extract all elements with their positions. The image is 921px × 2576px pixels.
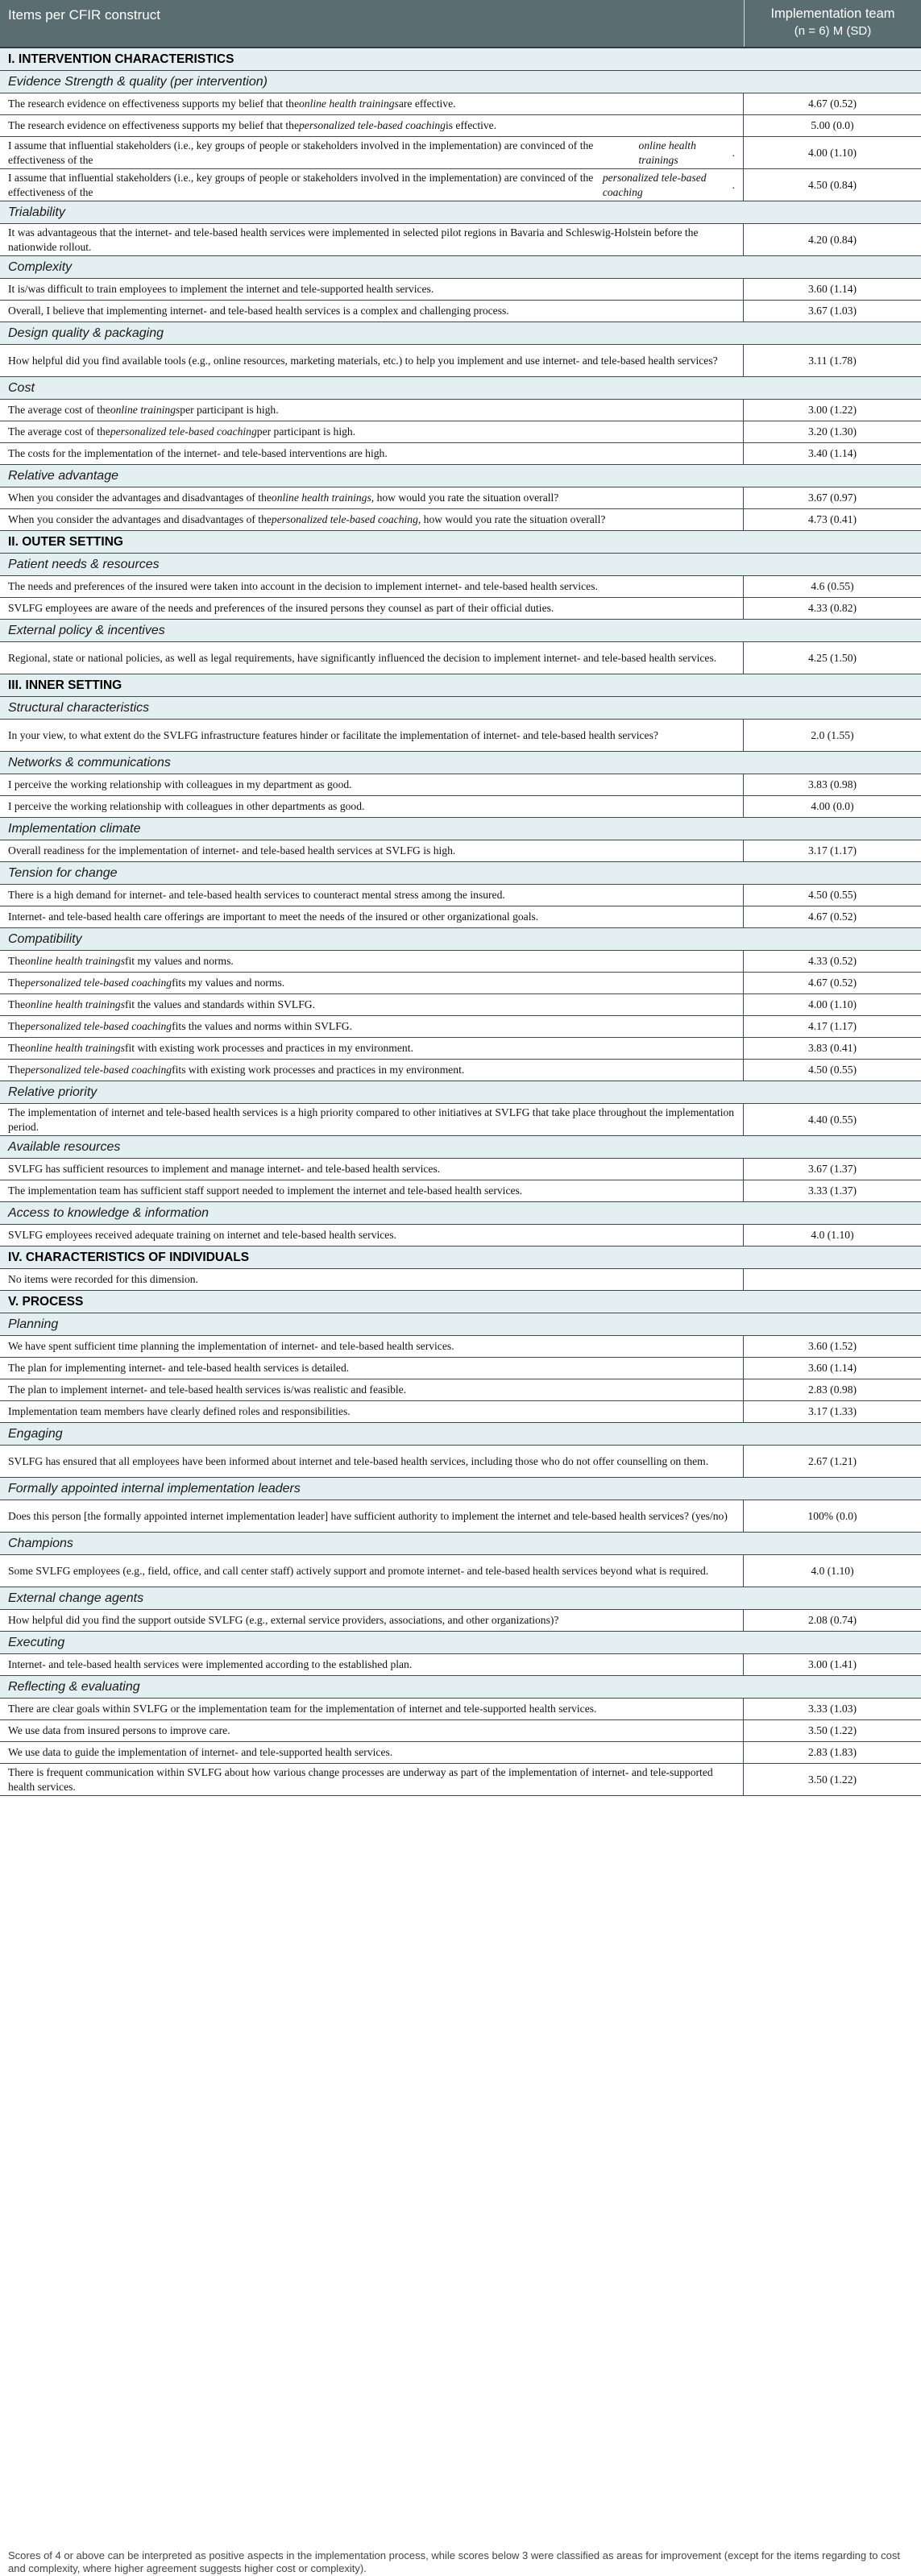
item-text: The personalized tele-based coaching fits with existing work processes and practices in my environment.	[0, 1060, 744, 1081]
item-score: 2.0 (1.55)	[811, 728, 854, 741]
item-score: 3.00 (1.22)	[807, 404, 857, 416]
item-score: 3.33 (1.37)	[807, 1184, 857, 1197]
item-score: 4.00 (1.10)	[807, 998, 857, 1010]
construct-heading: Complexity	[0, 256, 921, 279]
construct-heading: Design quality & packaging	[0, 322, 921, 345]
item-score: 4.33 (0.82)	[807, 602, 857, 614]
item-text: The personalized tele-based coaching fits my values and norms.	[0, 973, 744, 993]
item-score: 4.0 (1.10)	[811, 1564, 854, 1577]
table-header	[0, 0, 921, 48]
table-row	[0, 840, 921, 862]
item-score: 3.40 (1.14)	[807, 447, 857, 459]
item-text: We have spent sufficient time planning the implementation of internet- and tele-based health services.	[0, 1336, 744, 1357]
item-score: 4.25 (1.50)	[807, 651, 857, 664]
item-text: The online health trainings fit my values and norms.	[0, 951, 744, 972]
table-row	[0, 1401, 921, 1423]
item-text: I perceive the working relationship with colleagues in my department as good.	[0, 774, 744, 795]
item-text: I assume that influential stakeholders (i.e., key groups of people or stakeholders involved in the implementation) are convinced of the effectiveness of the personalized tele-based coaching .	[0, 169, 744, 201]
section-heading: IV. CHARACTERISTICS OF INDIVIDUALS	[0, 1247, 921, 1269]
item-score: 3.60 (1.14)	[807, 283, 857, 295]
construct-heading: Relative priority	[0, 1081, 921, 1104]
table-row	[0, 93, 921, 115]
construct-heading: Evidence Strength & quality (per intervention)	[0, 71, 921, 93]
item-score: 4.73 (0.41)	[807, 513, 857, 525]
section-heading: III. INNER SETTING	[0, 674, 921, 697]
construct-heading: Relative advantage	[0, 465, 921, 487]
construct-heading: External policy & incentives	[0, 620, 921, 642]
construct-heading: Engaging	[0, 1423, 921, 1446]
table-row	[0, 169, 921, 201]
table-row	[0, 1379, 921, 1401]
construct-heading: Access to knowledge & information	[0, 1202, 921, 1225]
construct-heading: Executing	[0, 1632, 921, 1654]
table-row	[0, 774, 921, 796]
construct-heading: Cost	[0, 377, 921, 400]
table-row	[0, 421, 921, 443]
item-score: 3.50 (1.22)	[807, 1773, 857, 1786]
item-text: The needs and preferences of the insured were taken into account in the decision to implement internet- and tele-based health services.	[0, 576, 744, 597]
table-row	[0, 796, 921, 818]
item-text: We use data from insured persons to improve care.	[0, 1720, 744, 1741]
item-text: The online health trainings fit with existing work processes and practices in my environment.	[0, 1038, 744, 1059]
table-row	[0, 137, 921, 169]
item-text: Internet- and tele-based health care offerings are important to meet the needs of the insured or other organizational goals.	[0, 906, 744, 927]
item-text: How helpful did you find available tools (e.g., online resources, marketing materials, etc.) to help you implement and use internet- and tele-based health services?	[0, 345, 744, 376]
item-score: 4.50 (0.55)	[807, 889, 857, 901]
table-row	[0, 1060, 921, 1081]
item-text: The implementation of internet and tele-based health services is a high priority compared to other initiatives at SVLFG that take place throughout the implementation period.	[0, 1104, 744, 1135]
item-text: The implementation team has sufficient staff support needed to implement the internet and tele-based health services.	[0, 1180, 744, 1201]
item-text: Implementation team members have clearly defined roles and responsibilities.	[0, 1401, 744, 1422]
item-text: There are clear goals within SVLFG or the implementation team for the implementation of internet and tele-supported health services.	[0, 1699, 744, 1719]
table-row	[0, 443, 921, 465]
header-team-subtitle: (n = 6) M (SD)	[794, 24, 872, 38]
item-text: When you consider the advantages and disadvantages of the online health trainings , how would you rate the situation overall?	[0, 487, 744, 508]
table-row	[0, 1500, 921, 1533]
table-row	[0, 642, 921, 674]
item-score: 4.40 (0.55)	[807, 1113, 857, 1126]
item-score: 2.08 (0.74)	[807, 1614, 857, 1626]
table-row	[0, 1764, 921, 1796]
item-score: 100% (0.0)	[807, 1509, 857, 1522]
item-text: The research evidence on effectiveness supports my belief that the online health trainings are effective.	[0, 93, 744, 114]
item-score: 4.6 (0.55)	[811, 580, 854, 592]
item-score: 4.33 (0.52)	[807, 955, 857, 967]
item-text: How helpful did you find the support outside SVLFG (e.g., external service providers, associations, and other organizations)?	[0, 1610, 744, 1631]
item-score: 4.50 (0.84)	[807, 178, 857, 191]
item-score: 2.83 (1.83)	[807, 1746, 857, 1758]
item-score: 3.60 (1.14)	[807, 1362, 857, 1374]
item-text: The average cost of the personalized tele-based coaching per participant is high.	[0, 421, 744, 442]
construct-heading: Available resources	[0, 1136, 921, 1159]
table-row	[0, 951, 921, 973]
item-text: SVLFG has sufficient resources to implement and manage internet- and tele-based health services.	[0, 1159, 744, 1180]
item-text: The plan to implement internet- and tele-based health services is/was realistic and feasible.	[0, 1379, 744, 1400]
item-score: 3.50 (1.22)	[807, 1724, 857, 1736]
item-score: 3.33 (1.03)	[807, 1703, 857, 1715]
table-row	[0, 1336, 921, 1358]
item-score: 3.17 (1.17)	[807, 844, 857, 857]
table-row	[0, 1610, 921, 1632]
table-row	[0, 1742, 921, 1764]
construct-heading: Tension for change	[0, 862, 921, 885]
item-score: 4.17 (1.17)	[807, 1020, 857, 1032]
table-row	[0, 1016, 921, 1038]
item-text: There is a high demand for internet- and tele-based health services to counteract mental stress among the insured.	[0, 885, 744, 906]
item-text: The research evidence on effectiveness supports my belief that the personalized tele-based coaching is effective.	[0, 115, 744, 136]
table-row	[0, 1038, 921, 1060]
table-row	[0, 1358, 921, 1379]
table-row	[0, 115, 921, 137]
item-text: The online health trainings fit the values and standards within SVLFG.	[0, 994, 744, 1015]
item-text: There is frequent communication within SVLFG about how various change processes are underway as part of the implementation of internet- and tele-supported health services.	[0, 1764, 744, 1795]
table-row	[0, 1720, 921, 1742]
construct-heading: Patient needs & resources	[0, 554, 921, 576]
header-items-column: Items per CFIR construct	[8, 7, 160, 23]
item-score: 3.11 (1.78)	[808, 354, 857, 367]
item-score	[744, 1269, 921, 1290]
table-row	[0, 1446, 921, 1478]
item-text: I assume that influential stakeholders (i.e., key groups of people or stakeholders involved in the implementation) are convinced of the effectiveness of the online health trainings .	[0, 137, 744, 168]
item-text: In your view, to what extent do the SVLFG infrastructure features hinder or facilitate the implementation of internet- and tele-based health services?	[0, 720, 744, 751]
table-row	[0, 487, 921, 509]
item-text: Some SVLFG employees (e.g., field, office, and call center staff) actively support and promote internet- and tele-based health services beyond what is required.	[0, 1555, 744, 1587]
table-row	[0, 1104, 921, 1136]
section-heading: I. INTERVENTION CHARACTERISTICS	[0, 48, 921, 71]
item-text: Overall readiness for the implementation of internet- and tele-based health services at SVLFG is high.	[0, 840, 744, 861]
table-row	[0, 576, 921, 598]
item-score: 4.00 (0.0)	[811, 800, 854, 812]
item-text: Internet- and tele-based health services were implemented according to the established plan.	[0, 1654, 744, 1675]
table-row	[0, 1225, 921, 1247]
item-text: When you consider the advantages and disadvantages of the personalized tele-based coaching , how would you rate the situation overall?	[0, 509, 744, 530]
item-score: 3.83 (0.98)	[807, 778, 857, 790]
table-row	[0, 1159, 921, 1180]
item-text: The costs for the implementation of the internet- and tele-based interventions are high.	[0, 443, 744, 464]
item-score: 3.67 (1.03)	[807, 305, 857, 317]
table-row	[0, 224, 921, 256]
table-row	[0, 994, 921, 1016]
item-text: The plan for implementing internet- and tele-based health services is detailed.	[0, 1358, 744, 1379]
table-row	[0, 279, 921, 301]
table-row	[0, 1654, 921, 1676]
item-text: SVLFG employees received adequate training on internet and tele-based health services.	[0, 1225, 744, 1246]
construct-heading: Structural characteristics	[0, 697, 921, 720]
table-footnote: Scores of 4 or above can be interpreted as positive aspects in the implementation process, while scores below 3 were classified as areas for improvement (except for the items regarding to cost and complexity, where higher agreement suggests higher cost or complexity).	[8, 2549, 900, 2574]
item-score: 4.0 (1.10)	[811, 1229, 854, 1241]
item-score: 4.20 (0.84)	[807, 233, 857, 246]
construct-heading: Compatibility	[0, 928, 921, 951]
item-score: 3.67 (1.37)	[807, 1163, 857, 1175]
table-row	[0, 400, 921, 421]
construct-heading: Champions	[0, 1533, 921, 1555]
table-row	[0, 1180, 921, 1202]
item-score: 3.60 (1.52)	[807, 1340, 857, 1352]
item-text: No items were recorded for this dimension.	[0, 1269, 744, 1290]
table-row	[0, 973, 921, 994]
section-heading: V. PROCESS	[0, 1291, 921, 1313]
item-score: 4.67 (0.52)	[807, 97, 857, 110]
table-body	[0, 48, 921, 1796]
item-score: 3.67 (0.97)	[807, 492, 857, 504]
table-row	[0, 301, 921, 322]
item-text: SVLFG employees are aware of the needs and preferences of the insured persons they counsel as part of their official duties.	[0, 598, 744, 619]
construct-heading: Implementation climate	[0, 818, 921, 840]
item-text: We use data to guide the implementation of internet- and tele-supported health services.	[0, 1742, 744, 1763]
item-score: 3.17 (1.33)	[807, 1405, 857, 1417]
item-score: 3.20 (1.30)	[807, 425, 857, 438]
construct-heading: Formally appointed internal implementation leaders	[0, 1478, 921, 1500]
table-row	[0, 345, 921, 377]
construct-heading: Reflecting & evaluating	[0, 1676, 921, 1699]
item-text: It is/was difficult to train employees to implement the internet and tele-supported health services.	[0, 279, 744, 300]
item-score: 4.67 (0.52)	[807, 977, 857, 989]
item-score: 4.00 (1.10)	[807, 146, 857, 159]
table-row	[0, 598, 921, 620]
section-heading: II. OUTER SETTING	[0, 531, 921, 554]
item-text: I perceive the working relationship with colleagues in other departments as good.	[0, 796, 744, 817]
construct-heading: Networks & communications	[0, 752, 921, 774]
construct-heading: Planning	[0, 1313, 921, 1336]
item-text: Does this person [the formally appointed internet implementation leader] have sufficient authority to implement the internet and tele-based health services? (yes/no)	[0, 1500, 744, 1532]
item-text: The personalized tele-based coaching fits the values and norms within SVLFG.	[0, 1016, 744, 1037]
item-score: 4.67 (0.52)	[807, 911, 857, 923]
item-score: 3.83 (0.41)	[807, 1042, 857, 1054]
header-team-title: Implementation team	[770, 6, 895, 21]
item-score: 3.00 (1.41)	[807, 1658, 857, 1670]
construct-heading: External change agents	[0, 1587, 921, 1610]
item-text: Regional, state or national policies, as well as legal requirements, have significantly influenced the decision to implement internet- and tele-based health services.	[0, 642, 744, 674]
item-score: 2.83 (0.98)	[807, 1383, 857, 1396]
item-score: 5.00 (0.0)	[811, 119, 854, 131]
item-text: It was advantageous that the internet- and tele-based health services were implemented in selected pilot regions in Bavaria and Schleswig-Holstein before the nationwide rollout.	[0, 224, 744, 255]
table-row	[0, 720, 921, 752]
construct-heading: Trialability	[0, 201, 921, 224]
table-row	[0, 1699, 921, 1720]
item-score: 4.50 (0.55)	[807, 1064, 857, 1076]
table-row	[0, 906, 921, 928]
item-text: The average cost of the online trainings per participant is high.	[0, 400, 744, 421]
table-row	[0, 1269, 921, 1291]
table-row	[0, 1555, 921, 1587]
item-text: SVLFG has ensured that all employees have been informed about internet and tele-based health services, including those who do not offer counselling on them.	[0, 1446, 744, 1477]
table-row	[0, 885, 921, 906]
header-team-column	[744, 0, 921, 47]
table-row	[0, 509, 921, 531]
item-text: Overall, I believe that implementing internet- and tele-based health services is a complex and challenging process.	[0, 301, 744, 321]
item-score: 2.67 (1.21)	[807, 1454, 857, 1467]
